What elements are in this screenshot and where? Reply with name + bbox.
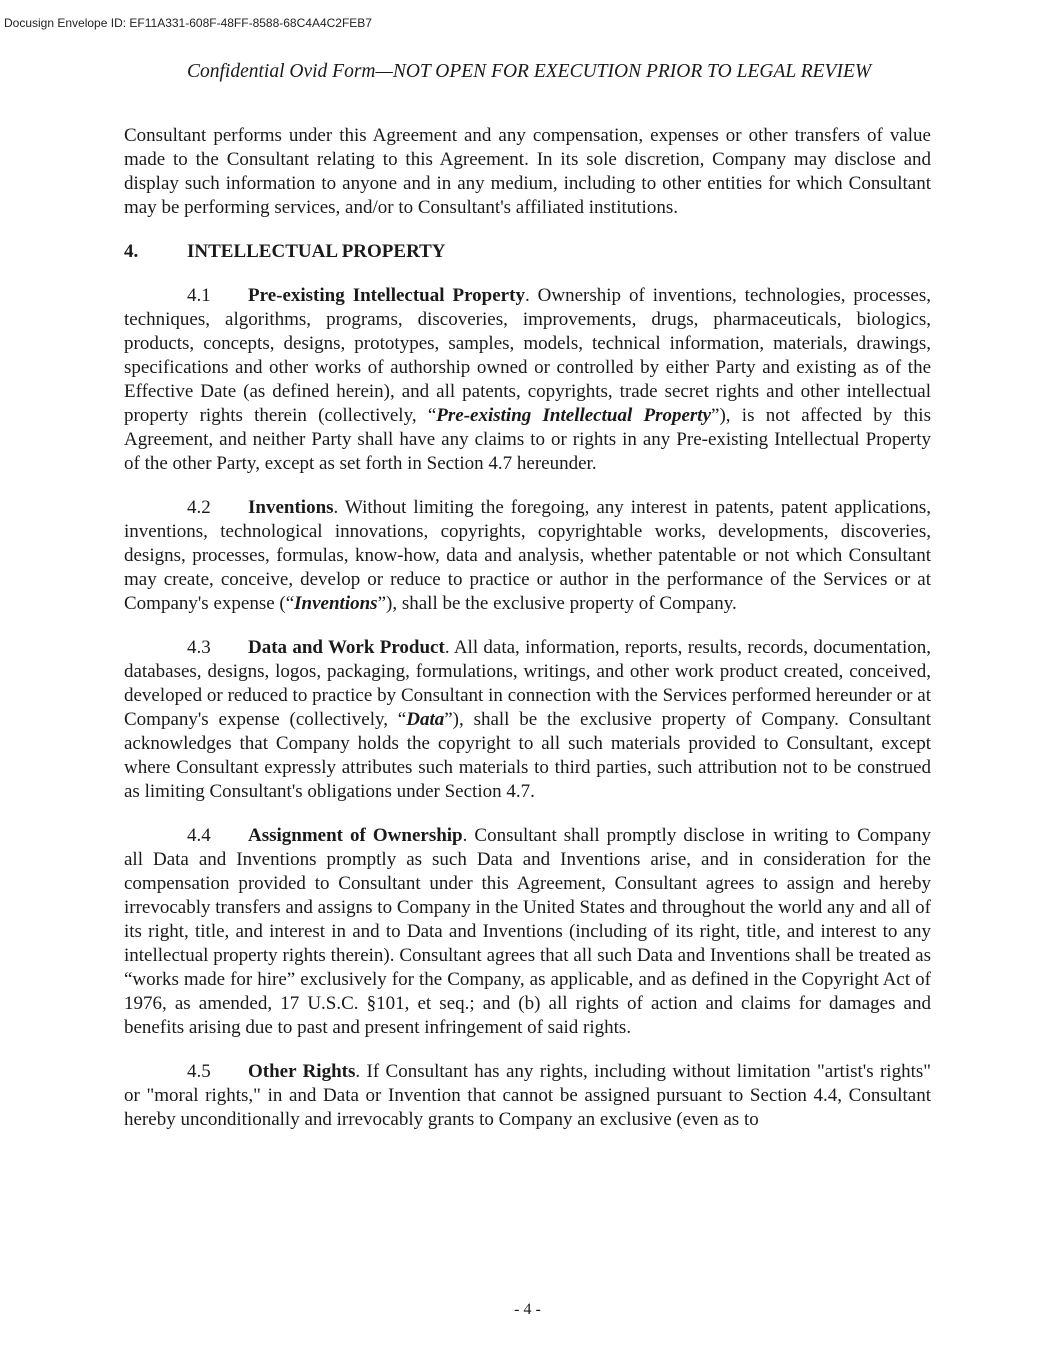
- paragraph-text: ”), shall be the exclusive property of Company.: [377, 593, 737, 614]
- paragraph-title: Other Rights: [248, 1061, 356, 1082]
- paragraph-text: . All data, information, reports, results, records, documentation, databases, designs, logos, packaging, formulations, writings, and other work product created, conceived, developed or reduced to practice by Consultant in connection with the Services performed hereunder or at Company's expense (collectively, “: [124, 637, 931, 730]
- paragraph-number: 4.4: [187, 825, 211, 846]
- paragraph-text: . Consultant shall promptly disclose in writing to Company all Data and Inventions promptly as such Data and Inventions arise, and in consideration for the compensation provided to Consultant under this Agreement, Consultant agrees to assign and hereby irrevocably transfers and assigns to Company in the United States and throughout the world any and all of its right, title, and interest in and to Data and Inventions (including of its right, title, and interest to any intellectual property rights therein). Consultant agrees that all such Data and Inventions shall be treated as “works made for hire” exclusively for the Company, as applicable, and as defined in the Copyright Act of 1976, as amended, 17 U.S.C. §101, et seq.; and (b) all rights of action and claims for damages and benefits arising due to past and present infringement of said rights.: [124, 825, 931, 1038]
- paragraph-4-1: [124, 284, 931, 476]
- paragraph-title: Assignment of Ownership: [248, 825, 463, 846]
- defined-term: Inventions: [294, 593, 378, 614]
- paragraph-number: 4.3: [187, 637, 211, 658]
- page-number: - 4 -: [514, 1301, 541, 1318]
- intro-paragraph: Consultant performs under this Agreement and any compensation, expenses or other transfers of value made to the Consultant relating to this Agreement. In its sole discretion, Company may disclose and display such information to anyone and in any medium, including to other entities for which Consultant may be performing services, and/or to Consultant's affiliated institutions.: [124, 125, 931, 218]
- section-number: 4.: [124, 241, 139, 262]
- paragraph-text: . Without limiting the foregoing, any interest in patents, patent applications, inventions, technological innovations, copyrights, copyrightable works, developments, discoveries, designs, processes, formulas, know-how, data and analysis, whether patentable or not which Consultant may create, conceive, develop or reduce to practice or author in the performance of the Services or at Company's expense (“: [124, 497, 931, 614]
- defined-term: Data: [406, 709, 445, 730]
- paragraph-4-5: [124, 1060, 931, 1132]
- paragraph-number: 4.1: [187, 285, 211, 306]
- section-heading: [124, 240, 931, 264]
- paragraph-text: . If Consultant has any rights, including without limitation "artist's rights" or "moral rights," in and Data or Invention that cannot be assigned pursuant to Section 4.4, Consultant hereby unconditionally and irrevocably grants to Company an exclusive (even as to: [124, 1061, 932, 1130]
- paragraph-title: Inventions: [248, 497, 334, 518]
- paragraph-text: ”), shall be the exclusive property of Company. Consultant acknowledges that Company holds the copyright to all such materials provided to Consultant, except where Consultant expressly attributes such materials to third parties, such attribution not to be construed as limiting Consultant's obligations under Section 4.7.: [124, 709, 931, 802]
- section-title: INTELLECTUAL PROPERTY: [187, 241, 446, 262]
- paragraph-title: Data and Work Product: [248, 637, 445, 658]
- paragraph-4-4: [124, 824, 931, 1040]
- paragraph-number: 4.2: [187, 497, 211, 518]
- paragraph-number: 4.5: [187, 1061, 211, 1082]
- envelope-id: Docusign Envelope ID: EF11A331-608F-48FF-8588-68C4A4C2FEB7: [4, 16, 372, 30]
- paragraph-text: . Ownership of inventions, technologies, processes, techniques, algorithms, programs, discoveries, improvements, drugs, pharmaceuticals, biologics, products, concepts, designs, prototypes, samples, models, technical information, materials, drawings, specifications and other works of authorship owned or controlled by either Party and existing as of the Effective Date (as defined herein), and all patents, copyrights, trade secret rights and other intellectual property rights therein (collectively, “: [124, 285, 931, 426]
- defined-term: Pre-existing Intellectual Property: [436, 405, 712, 426]
- paragraph-text: ”), is not affected by this Agreement, and neither Party shall have any claims to or rights in any Pre-existing Intellectual Property of the other Party, except as set forth in Section 4.7 hereunder.: [124, 405, 931, 474]
- document-body: [124, 124, 931, 1152]
- paragraph-4-2: [124, 496, 931, 616]
- page-header: Confidential Ovid Form—NOT OPEN FOR EXECUTION PRIOR TO LEGAL REVIEW: [187, 61, 872, 82]
- paragraph-4-3: [124, 636, 931, 804]
- paragraph-title: Pre-existing Intellectual Property: [248, 285, 525, 306]
